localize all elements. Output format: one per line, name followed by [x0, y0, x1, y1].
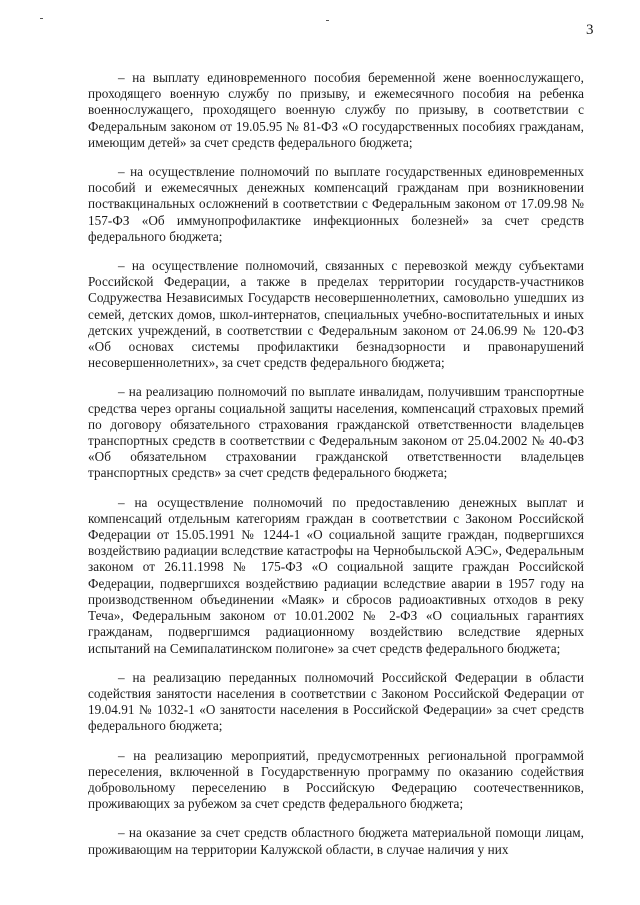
- document-body: [88, 70, 584, 858]
- page-number: 3: [586, 22, 594, 38]
- paragraph-material-aid: – на оказание за счет средств областного бюджета материальной помощи лицам, проживающим на территории Калужской области, в случае наличия у них: [88, 825, 584, 857]
- paragraph-vaccination-compensation: – на осуществление полномочий по выплате государственных единовременных пособий и ежемесячных денежных компенсаций гражданам при возникновении поствакцинальных осложнений в соответствии с Федеральным законом от 17.09.98 № 157-ФЗ «Об иммунопрофилактике инфекционных болезней» за счет средств федерального бюджета;: [88, 164, 584, 244]
- paragraph-insurance-compensation: – на реализацию полномочий по выплате инвалидам, получившим транспортные средства через органы социальной защиты населения, компенсаций страховых премий по договору обязательного страхования гражданской ответственности владельцев транспортных средств в соответствии с Федеральным законом от 25.04.2002 № 40-ФЗ «Об обязательном страховании гражданской ответственности владельцев транспортных средств» за счет средств федерального бюджета;: [88, 384, 584, 481]
- scan-speck: [40, 18, 43, 19]
- paragraph-resettlement: – на реализацию мероприятий, предусмотренных региональной программой переселения, включенной в Государственную программу по оказанию содействия добровольному переселению в Российскую Федерацию соотечественников, проживающих за рубежом за счет средств федерального бюджета;: [88, 747, 584, 812]
- paragraph-radiation-payments: – на осуществление полномочий по предоставлению денежных выплат и компенсаций отдельным категориям граждан в соответствии с Законом Российской Федерации от 15.05.1991 № 1244-1 «О социальной защите граждан, подвергшихся воздействию радиации вследствие катастрофы на Чернобыльской АЭС», Федеральным законом от 26.11.1998 № 175-ФЗ «О социальной защите граждан Российской Федерации, подвергшихся воздействию радиации вследствие аварии в 1957 году на производственном объединении «Маяк» и сбросов радиоактивных отходов в реку Теча», Федеральным законом от 10.01.2002 № 2-ФЗ «О социальных гарантиях гражданам, подвергшимся радиационному воздействию вследствие ядерных испытаний на Семипалатинском полигоне» за счет средств федерального бюджета;: [88, 494, 584, 656]
- paragraph-minors-transport: – на осуществление полномочий, связанных с перевозкой между субъектами Российской Федерации, а также в пределах территории государств-участников Содружества Независимых Государств несовершеннолетних, самовольно ушедших из семей, детских домов, школ-интернатов, специальных учебно-воспитательных и иных детских учреждений, в соответствии с Федеральным законом от 24.06.99 № 120-ФЗ «Об основах системы профилактики безнадзорности и правонарушений несовершеннолетних», за счет средств федерального бюджета;: [88, 258, 584, 371]
- paragraph-employment: – на реализацию переданных полномочий Российской Федерации в области содействия занятости населения в соответствии с Законом Российской Федерации от 19.04.91 № 1032-1 «О занятости населения в Российской Федерации» за счет средств федерального бюджета;: [88, 669, 584, 734]
- paragraph-maternity-benefit: – на выплату единовременного пособия беременной жене военнослужащего, проходящего военную службу по призыву, и ежемесячного пособия на ребенка военнослужащего, проходящего военную службу по призыву, в соответствии с Федеральным законом от 19.05.95 № 81-ФЗ «О государственных пособиях гражданам, имеющим детей» за счет средств федерального бюджета;: [88, 70, 584, 150]
- scan-speck: [326, 20, 329, 21]
